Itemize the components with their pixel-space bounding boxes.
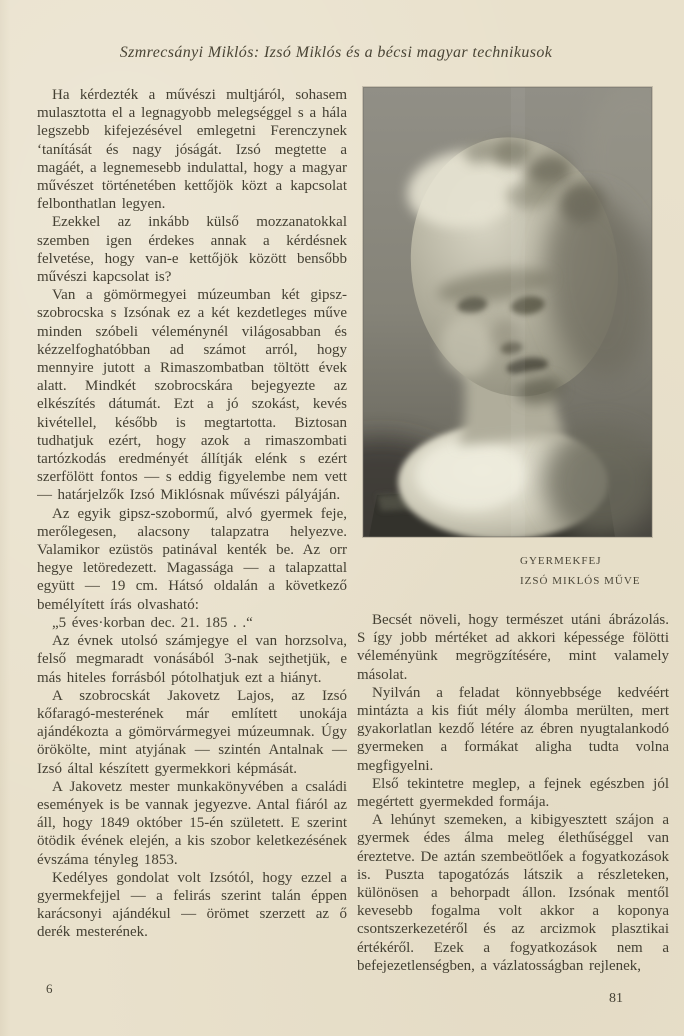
page-number: 81 — [609, 991, 623, 1006]
paragraph: Ezekkel az inkább külső mozzanatokkal szemben igen érdekes annak a kérdésnek felvetése, hogy van-e kettőjök között bensőbb művészi kapcsolat is? — [37, 214, 347, 286]
running-header: Szmrecsányi Miklós: Izsó Miklós és a bécsi magyar technikusok — [119, 44, 553, 61]
sculpture-bust-illustration — [363, 87, 652, 537]
paragraph: Első tekintetre meglep, a fejnek egészben jól megértett gyermekded formája. — [357, 775, 669, 811]
right-column — [357, 611, 669, 993]
paragraph: Kedélyes gondolat volt Izsótól, hogy ezzel a gyermekfejjel — a felirás szerint talán éppen karácsonyi ajándékul — örömet szerzett az ő derék mesterének. — [37, 869, 347, 941]
paragraph: A szobrocskát Jakovetz Lajos, az Izsó kőfaragó-mesterének már említett unokája ajándékozta a gömörvármegyei múzeumnak. Úgy örökölte, mint atyjának — szintén Antalnak — Izsó által készített gyermekkori képmását. — [37, 687, 347, 777]
paragraph: A Jakovetz mester munkakönyvében a családi események is be vannak jegyezve. Antal fiáról az áll, hogy 1849 október 15-én született. E szerint ötödik évének elején, a kis szobor keletkezésének évszáma tényleg 1853. — [37, 778, 347, 868]
figure-caption-line1: GYERMEKFEJ — [520, 555, 602, 567]
paragraph: Nyilván a feladat könnyebbsége kedvéért mintázta a kis fiút mély álomba merülten, mert gyakorlatlan kezdő létére az ébren nyugtalankodó gyermeken a formákat aligha tudta volna megfigyelni. — [357, 684, 669, 774]
left-column — [37, 86, 347, 983]
figure-caption-line2: IZSÓ MIKLÓS MŰVE — [520, 575, 641, 587]
paragraph: A lehúnyt szemeken, a kibigyesztett szájon a gyermek édes álma meleg élethűséggel van éreztetve. De aztán szembeötlőek a fogyatkozások is. Puszta tapogatózás látszik a részleteken, különösen a behorpadt állon. Izsónak mentől kevesebb fogalma volt akkor a koponya csontszerkezetéről és az arcizmok plasztikai értékéről. Ezek a fogyatkozások nem a befejezetlenségben, a vázlatosságban rejlenek, — [357, 812, 669, 974]
paragraph: Becsét növeli, hogy természet utáni ábrázolás. S így jobb mértéket ad akkori képessége fölötti véleményünk megrögzítésére, mint valamely másolat. — [357, 612, 669, 683]
paragraph: Van a gömörmegyei múzeumban két gipsz-szobrocska s Izsónak ez a két kezdetleges műve minden szóbeli véleménynél világosabban és kézzelfoghatóbban ad számot arról, hogy mennyire jutott a Rimaszombatban töltött évek alatt. Mindkét szobrocskára bejegyezte az elkészítés dátumát. Ezt a jó szokást, kevés kivétellel, később is megtartotta. Biztosan tudhatjuk ezért, hogy azok a rimaszombati tartózkodás eredményét állítják elénk s ezért szerfölött fontos — s eddig figyelembe nem vett — határjelzők Izsó Miklósnak művészi pályáján. — [37, 287, 347, 504]
paragraph: Az egyik gipsz-szobormű, alvó gyermek feje, merőlegesen, alacsony talapzatra helyezve. Valamikor ezüstös patinával kenték be. Az orr hegye letöredezett. Magassága — a talapzattal együtt — 19 cm. Hátsó oldalán a következő bemélyített írás olvasható: — [37, 505, 347, 613]
paragraph: Ha kérdezték a művészi multjáról, sohasem mulasztotta el a legnagyobb melegséggel s a hála legszebb kifejezésével emlegetni Ferenczynek ‘tanítását és nagy jóságát. Izsó megtette a magáét, a legnemesebb indulattal, hogy a magyar művészet történetében kettőjök közt a kapcsolat felbonthatlan legyen. — [37, 87, 347, 213]
paragraph: Az évnek utolsó számjegye el van horzsolva, felső megmaradt vonásából 3-nak sejthetjük, e más hiteles forrásból pótolhatjuk ezt a hiányt. — [37, 633, 347, 686]
figure-caption — [520, 551, 680, 591]
sculpture-photo — [363, 87, 652, 537]
inscription-quote: „5 éves·korban dec. 21. 185 . .“ — [52, 614, 253, 631]
signature-number: 6 — [46, 981, 53, 996]
